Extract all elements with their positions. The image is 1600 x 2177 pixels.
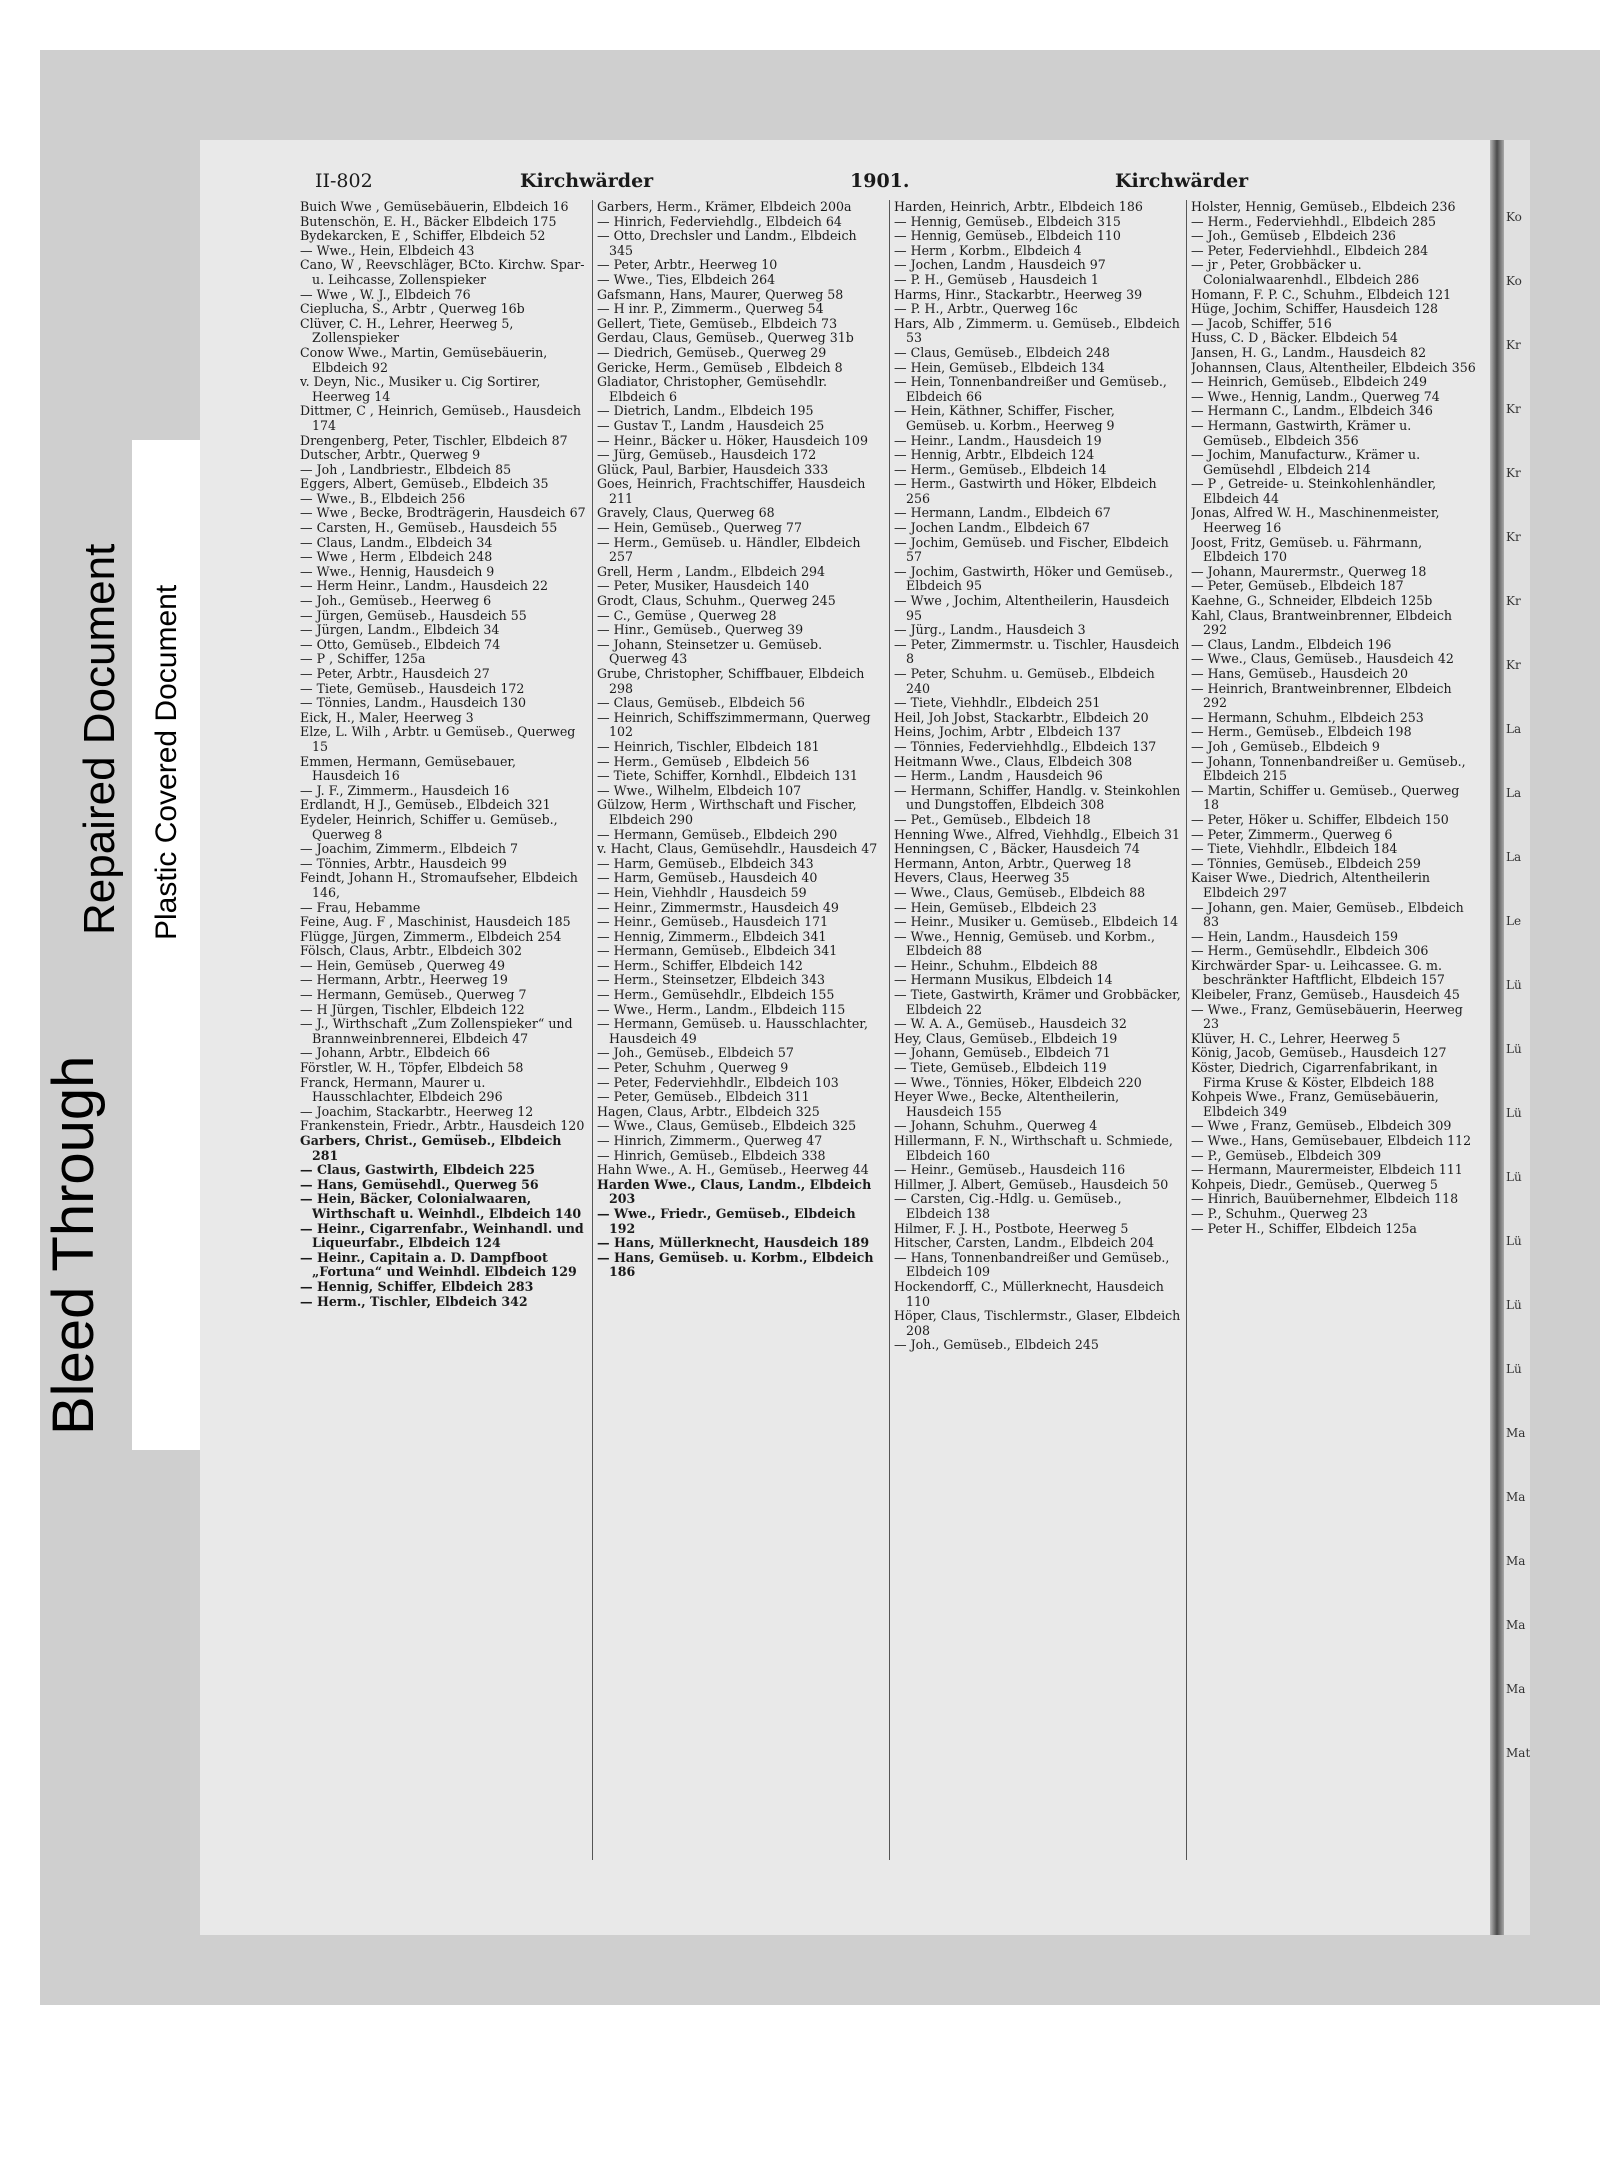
facing-page-fragment: Le (1506, 914, 1522, 928)
directory-entry: — Herm , Korbm., Elbdeich 4 (894, 242, 1082, 258)
directory-entry: — Herm., Gastwirth und Höker, Elbdeich 256 (894, 476, 1157, 506)
directory-entry: — Wwe , W. J., Elbdeich 76 (300, 286, 471, 302)
directory-entry: — Herm., Gemüsehdlr., Elbdeich 155 (597, 987, 835, 1003)
page-number: II-802 (315, 170, 373, 192)
directory-entry: Hüge, Jochim, Schiffer, Hausdeich 128 (1191, 301, 1439, 317)
directory-entry: — Heinr., Cigarrenfabr., Weinhandl. und Liqueurfabr., Elbdeich 124 (300, 1220, 584, 1251)
directory-entry: — Johann, Arbtr., Elbdeich 66 (300, 1045, 490, 1061)
facing-page-fragment: Kr (1506, 338, 1521, 352)
directory-entry: — Hermann, Gastwirth, Krämer u. Gemüseb., Elbdeich 356 (1191, 417, 1412, 448)
directory-entry: — Hans, Gemüseb. u. Korbm., Elbdeich 186 (597, 1249, 874, 1280)
directory-entry: — Hermann, Gemüseb., Elbdeich 341 (597, 943, 838, 959)
directory-entry: Hevers, Claus, Heerweg 35 (894, 870, 1070, 886)
directory-entry: Kahl, Claus, Brantweinbrenner, Elbdeich 292 (1191, 607, 1452, 638)
directory-entry: — Hein, Gemüseb., Elbdeich 134 (894, 359, 1105, 375)
facing-page-fragment: Lü (1506, 1106, 1522, 1120)
directory-entry: — Hermann, Gemüseb., Querweg 7 (300, 987, 527, 1003)
directory-entry: — Johann, Gemüseb., Elbdeich 71 (894, 1045, 1111, 1061)
directory-entry: Hitscher, Carsten, Landm., Elbdeich 204 (894, 1235, 1155, 1251)
directory-entry: — Tiete, Gastwirth, Krämer und Grobbäcker, Elbdeich 22 (894, 987, 1181, 1017)
directory-entry: Eggers, Albert, Gemüseb., Elbdeich 35 (300, 476, 549, 492)
directory-entry: Eydeler, Heinrich, Schiffer u. Gemüseb., Querweg 8 (300, 811, 558, 842)
facing-page-fragment: Kr (1506, 530, 1521, 544)
directory-entry: — Harm, Gemüseb., Elbdeich 343 (597, 855, 814, 871)
directory-entry: Hilmer, F. J. H., Postbote, Heerweg 5 (894, 1220, 1129, 1236)
facing-page-fragment: Kr (1506, 658, 1521, 672)
directory-entry: — Hennig, Gemüseb., Elbdeich 110 (894, 228, 1121, 244)
directory-entry: — Peter, Zimmermstr. u. Tischler, Hausdeich 8 (894, 636, 1180, 667)
directory-entry: — Heinr., Gemüseb., Hausdeich 171 (597, 914, 829, 930)
directory-entry: — Peter, Musiker, Hausdeich 140 (597, 578, 810, 594)
directory-entry: Kaehne, G., Schneider, Elbdeich 125b (1191, 593, 1433, 609)
directory-entry: — Wwe., Claus, Gemüseb., Hausdeich 42 (1191, 651, 1454, 667)
directory-entry: — Heinr., Gemüseb., Hausdeich 116 (894, 1162, 1126, 1178)
directory-entry: Grell, Herm , Landm., Elbdeich 294 (597, 563, 826, 579)
directory-entry: — Hinrich, Zimmerm., Querweg 47 (597, 1133, 823, 1148)
directory-entry: Feine, Aug. F , Maschinist, Hausdeich 185 (300, 914, 571, 930)
directory-entry: — Jochim, Gemüseb. und Fischer, Elbdeich 57 (894, 534, 1169, 565)
directory-entry: Gericke, Herm., Gemüseb , Elbdeich 8 (597, 359, 843, 375)
directory-entry: Franck, Hermann, Maurer u. Hausschlachter, Elbdeich 296 (300, 1074, 503, 1105)
directory-entry: — Joh., Gemüseb., Heerweg 6 (300, 593, 492, 609)
directory-entry: Henningsen, C , Bäcker, Hausdeich 74 (894, 841, 1140, 857)
directory-entry: Hermann, Anton, Arbtr., Querweg 18 (894, 855, 1132, 871)
directory-entry: Gerdau, Claus, Gemüseb., Querweg 31b (597, 330, 854, 346)
directory-entry: — Jürgen, Landm., Elbdeich 34 (300, 622, 500, 638)
header-year: 1901. (850, 170, 910, 192)
directory-entry: Flügge, Jürgen, Zimmerm., Elbdeich 254 (300, 928, 562, 944)
directory-entry: — Claus, Landm., Elbdeich 196 (1191, 636, 1392, 652)
directory-entry: — Joachim, Zimmerm., Elbdeich 7 (300, 841, 518, 857)
directory-entry: Feindt, Johann H., Stromaufseher, Elbdeich 146, (300, 870, 578, 900)
directory-entry: — Wwe , Herm , Elbdeich 248 (300, 549, 493, 565)
directory-entry: — Jochim, Gastwirth, Höker und Gemüseb., Elbdeich 95 (894, 563, 1173, 594)
directory-entry: — Hermann, Gemüseb. u. Hausschlachter, Hausdeich 49 (597, 1016, 868, 1046)
facing-page-fragment: Lü (1506, 1298, 1522, 1312)
directory-entry: — Heinr., Bäcker u. Höker, Hausdeich 109 (597, 432, 868, 448)
directory-entry: — Herm., Landm , Hausdeich 96 (894, 768, 1103, 784)
directory-entry: Hockendorff, C., Müllerknecht, Hausdeich 110 (894, 1278, 1164, 1309)
facing-page-fragment: Kr (1506, 594, 1521, 608)
directory-entry: — Wwe , Franz, Gemüseb., Elbdeich 309 (1191, 1118, 1452, 1134)
directory-entry: — Hermann Musikus, Elbdeich 14 (894, 972, 1113, 988)
directory-entry: König, Jacob, Gemüseb., Hausdeich 127 (1191, 1045, 1447, 1061)
directory-entry: — Hinr., Gemüseb., Querweg 39 (597, 622, 804, 638)
directory-entry: — Otto, Drechsler und Landm., Elbdeich 345 (597, 228, 857, 258)
directory-entry: Gravely, Claus, Querweg 68 (597, 505, 775, 521)
directory-entry: — Otto, Gemüseb., Elbdeich 74 (300, 636, 501, 652)
directory-entry: Kleibeler, Franz, Gemüseb., Hausdeich 45 (1191, 987, 1460, 1003)
directory-entry: — Carsten, Cig.-Hdlg. u. Gemüseb., Elbdeich 138 (894, 1191, 1122, 1221)
facing-page-fragment: Lü (1506, 1042, 1522, 1056)
directory-entry: — Hein, Gemüseb , Querweg 49 (300, 957, 505, 973)
directory-entry: — Hermann, Arbtr., Heerweg 19 (300, 972, 508, 988)
directory-entry: Eick, H., Maler, Heerweg 3 (300, 709, 474, 725)
directory-entry: — Johann, Tonnenbandreißer u. Gemüseb., Elbdeich 215 (1191, 753, 1466, 784)
directory-entry: — Peter, Zimmerm., Querweg 6 (1191, 826, 1393, 842)
facing-page-fragment: Mat (1506, 1746, 1530, 1760)
directory-entry: — Peter, Höker u. Schiffer, Elbdeich 150 (1191, 811, 1449, 827)
directory-entry: — Diedrich, Gemüseb., Querweg 29 (597, 344, 827, 360)
directory-entry: — Herm., Gemüseb , Elbdeich 56 (597, 753, 810, 769)
directory-entry: — Wwe., Tönnies, Höker, Elbdeich 220 (894, 1074, 1142, 1090)
directory-entry: Glück, Paul, Barbier, Hausdeich 333 (597, 461, 829, 477)
directory-entry: Hahn Wwe., A. H., Gemüseb., Heerweg 44 (597, 1162, 869, 1178)
directory-entry: — Heinr., Zimmermstr., Hausdeich 49 (597, 899, 839, 915)
directory-entry: — Hermann, Schuhm., Elbdeich 253 (1191, 709, 1424, 725)
directory-entry: — Harm, Gemüseb., Hausdeich 40 (597, 870, 818, 886)
directory-entry: — Herm., Gemüsehdlr., Elbdeich 306 (1191, 943, 1429, 959)
directory-entry: — Pet., Gemüseb., Elbdeich 18 (894, 811, 1091, 827)
directory-entry: Heitmann Wwe., Claus, Elbdeich 308 (894, 753, 1133, 769)
directory-entry: — Hinrich, Bauübernehmer, Elbdeich 118 (1191, 1191, 1459, 1207)
directory-entry: — H inr. P., Zimmerm., Querweg 54 (597, 301, 824, 317)
directory-entry: — Hinrich, Gemüseb., Elbdeich 338 (597, 1147, 826, 1163)
directory-entry: — Wwe., Friedr., Gemüseb., Elbdeich 192 (597, 1205, 856, 1236)
directory-entry: — Johann, Steinsetzer u. Gemüseb. Querweg 43 (597, 636, 823, 667)
directory-entry: Förstler, W. H., Töpfer, Elbdeich 58 (300, 1060, 524, 1076)
directory-entry: Elze, L. Wilh , Arbtr. u Gemüseb., Querweg 15 (300, 724, 576, 754)
facing-page-fragment: Lü (1506, 1362, 1522, 1376)
facing-page-fragment: Ma (1506, 1618, 1526, 1632)
directory-entry: Homann, F. P. C., Schuhm., Elbdeich 121 (1191, 286, 1452, 302)
facing-page-fragment: La (1506, 850, 1522, 864)
directory-entry: Heins, Jochim, Arbtr , Elbdeich 137 (894, 724, 1122, 740)
directory-entry: Garbers, Herm., Krämer, Elbdeich 200a (597, 200, 852, 214)
directory-entry: Kohpeis Wwe., Franz, Gemüsebäuerin, Elbdeich 349 (1191, 1089, 1439, 1119)
directory-entry: — Herm., Gemüseb. u. Händler, Elbdeich 257 (597, 534, 861, 565)
directory-entry: — Joh , Gemüseb., Elbdeich 9 (1191, 738, 1380, 754)
facing-page-fragment: Ko (1506, 274, 1522, 288)
directory-entry: — Joachim, Stackarbtr., Heerweg 12 (300, 1103, 534, 1119)
directory-entry: — Herm., Federviehhdl., Elbdeich 285 (1191, 213, 1436, 229)
column-divider (592, 200, 593, 1860)
directory-entry: Garbers, Christ., Gemüseb., Elbdeich 281 (300, 1133, 562, 1163)
directory-entry: — Heinr., Schuhm., Elbdeich 88 (894, 957, 1098, 973)
directory-entry: — Wwe., Wilhelm, Elbdeich 107 (597, 782, 802, 798)
directory-page (200, 140, 1490, 1935)
directory-entry: — Hein, Landm., Hausdeich 159 (1191, 928, 1398, 944)
directory-entry: — P , Getreide- u. Steinkohlenhändler, Elbdeich 44 (1191, 476, 1437, 506)
directory-entry: — W. A. A., Gemüseb., Hausdeich 32 (894, 1016, 1127, 1032)
directory-entry: — Wwe., Hennig, Landm., Querweg 74 (1191, 388, 1440, 404)
directory-entry: Höper, Claus, Tischlermstr., Glaser, Elbdeich 208 (894, 1308, 1181, 1338)
directory-entry: Erdlandt, H J., Gemüseb., Elbdeich 321 (300, 797, 551, 813)
facing-page-fragment: Ma (1506, 1554, 1526, 1568)
directory-entry: Butenschön, E. H., Bäcker Elbdeich 175 (300, 213, 557, 229)
directory-entry: — Heinrich, Schiffszimmermann, Querweg 102 (597, 709, 871, 740)
directory-entry: Hey, Claus, Gemüseb., Elbdeich 19 (894, 1030, 1118, 1046)
directory-entry: Harden Wwe., Claus, Landm., Elbdeich 203 (597, 1176, 872, 1207)
directory-entry: v. Deyn, Nic., Musiker u. Cig Sortirer, Heerweg 14 (300, 374, 541, 404)
directory-entry: Conow Wwe., Martin, Gemüsebäuerin, Elbdeich 92 (300, 344, 548, 375)
column-divider (889, 200, 890, 1860)
directory-entry: Hars, Alb , Zimmerm. u. Gemüseb., Elbdeich 53 (894, 315, 1180, 346)
directory-entry: — Johann, Schuhm., Querweg 4 (894, 1118, 1098, 1134)
directory-entry: — Peter, Arbtr., Hausdeich 27 (300, 666, 490, 681)
plastic-covered-label: Plastic Covered Document (150, 584, 183, 940)
page-header (200, 170, 1490, 198)
directory-entry: — Hermann, Maurermeister, Elbdeich 111 (1191, 1162, 1463, 1178)
directory-entry: — Peter, Federviehhdl., Elbdeich 284 (1191, 242, 1429, 258)
directory-entry: — Gustav T., Landm , Hausdeich 25 (597, 417, 825, 433)
directory-entry: — Martin, Schiffer u. Gemüseb., Querweg 18 (1191, 782, 1460, 813)
directory-entry: — J. F., Zimmerm., Hausdeich 16 (300, 782, 510, 798)
facing-page-fragment: La (1506, 722, 1522, 736)
directory-entry: — Hein, Tonnenbandreißer und Gemüseb., Elbdeich 66 (894, 374, 1167, 404)
directory-entry: — Tiete, Viehhdlr., Elbdeich 251 (894, 695, 1101, 711)
directory-entry: — Herm., Steinsetzer, Elbdeich 343 (597, 972, 826, 988)
directory-entry: — jr , Peter, Grobbäcker u. Colonialwaarenhdl., Elbdeich 286 (1191, 257, 1420, 287)
directory-entry: Harden, Heinrich, Arbtr., Elbdeich 186 (894, 200, 1143, 214)
facing-page-fragment: Ko (1506, 210, 1522, 224)
directory-entry: — Wwe., Hennig, Gemüseb. und Korbm., Elbdeich 88 (894, 928, 1156, 959)
directory-entry: Heil, Joh Jobst, Stackarbtr., Elbdeich 20 (894, 709, 1149, 725)
directory-entry: — Claus, Gastwirth, Elbdeich 225 (300, 1162, 536, 1178)
directory-entry: Holster, Hennig, Gemüseb., Elbdeich 236 (1191, 200, 1456, 214)
directory-entry: — Hennig, Zimmerm., Elbdeich 341 (597, 928, 827, 944)
directory-entry: — Frau, Hebamme (300, 899, 421, 915)
directory-entry: Henning Wwe., Alfred, Viehhdlg., Elbeich 31 (894, 826, 1181, 842)
directory-entry: — J., Wirthschaft „Zum Zollenspieker“ und Brannweinbrennerei, Elbdeich 47 (300, 1016, 573, 1046)
directory-entry: — Joh , Landbriestr., Elbdeich 85 (300, 461, 512, 477)
directory-entry: — Jacob, Schiffer, 516 (1191, 315, 1332, 331)
directory-entry: — Hermann, Schiffer, Handlg. v. Steinkohlen und Dungstoffen, Elbdeich 308 (894, 782, 1181, 813)
directory-entry: Goes, Heinrich, Frachtschiffer, Hausdeich 211 (597, 476, 866, 506)
directory-entry: — Tönnies, Landm., Hausdeich 130 (300, 695, 527, 711)
directory-entry: — Hennig, Schiffer, Elbdeich 283 (300, 1278, 534, 1294)
directory-entry: — Wwe., Ties, Elbdeich 264 (597, 271, 776, 287)
directory-entry: Joost, Fritz, Gemüseb. u. Fährmann, Elbdeich 170 (1191, 534, 1423, 565)
directory-entry: — Wwe., Hennig, Hausdeich 9 (300, 563, 495, 579)
directory-entry: Hillmer, J. Albert, Gemüseb., Hausdeich 50 (894, 1176, 1169, 1192)
directory-entry: — Wwe., Hein, Elbdeich 43 (300, 242, 475, 258)
directory-entry: Harms, Hinr., Stackarbtr., Heerweg 39 (894, 286, 1143, 302)
directory-entry: Köster, Diedrich, Cigarrenfabrikant, in Firma Kruse & Köster, Elbdeich 188 (1191, 1060, 1438, 1090)
directory-entry: — Jochim, Manufacturw., Krämer u. Gemüsehdl , Elbdeich 214 (1191, 447, 1421, 477)
directory-entry: — Hermann, Landm., Elbdeich 67 (894, 505, 1111, 521)
directory-entry: — Carsten, H., Gemüseb., Hausdeich 55 (300, 520, 558, 536)
directory-entry: — Johann, Maurermstr., Querweg 18 (1191, 563, 1427, 579)
directory-entry: — Tiete, Gemüseb., Elbdeich 119 (894, 1060, 1107, 1076)
column-divider (1186, 200, 1187, 1860)
repaired-document-label: Repaired Document (75, 543, 124, 935)
directory-entry: — Wwe., Franz, Gemüsebäuerin, Heerweg 23 (1191, 1001, 1463, 1032)
directory-entry: — Hans, Tonnenbandreißer und Gemüseb., Elbdeich 109 (894, 1249, 1170, 1280)
directory-column-3 (894, 200, 1181, 1890)
directory-entry: — Heinrich, Tischler, Elbdeich 181 (597, 738, 820, 754)
directory-entry: v. Hacht, Claus, Gemüsehdlr., Hausdeich 47 (597, 841, 878, 857)
header-left-title: Kirchwärder (520, 170, 654, 192)
directory-entry: — Wwe., Claus, Gemüseb., Elbdeich 325 (597, 1118, 857, 1134)
directory-entry: — Hermann, Gemüseb., Elbdeich 290 (597, 826, 838, 842)
directory-column-1 (300, 200, 587, 1890)
directory-entry: — Johann, gen. Maier, Gemüseb., Elbdeich 83 (1191, 899, 1464, 930)
directory-entry: Johannsen, Claus, Altentheiler, Elbdeich 356 (1191, 359, 1476, 375)
directory-entry: — Jochen, Landm , Hausdeich 97 (894, 257, 1106, 273)
directory-entry: — Wwe., Hans, Gemüsebauer, Elbdeich 112 (1191, 1133, 1472, 1148)
directory-entry: — Wwe., Herm., Landm., Elbdeich 115 (597, 1001, 846, 1017)
directory-entry: — C., Gemüse , Querweg 28 (597, 607, 777, 623)
directory-entry: — Wwe., Claus, Gemüseb., Elbdeich 88 (894, 884, 1146, 900)
directory-entry: — P , Schiffer, 125a (300, 651, 426, 667)
directory-entry: — P., Gemüseb., Elbdeich 309 (1191, 1147, 1382, 1163)
directory-entry: — Joh., Gemüseb., Elbdeich 245 (894, 1337, 1099, 1353)
directory-column-4 (1191, 200, 1478, 1890)
directory-entry: Bydekarcken, E , Schiffer, Elbdeich 52 (300, 228, 546, 244)
directory-entry: — Tiete, Viehhdlr., Elbdeich 184 (1191, 841, 1398, 857)
directory-entry: Fölsch, Claus, Arbtr., Elbdeich 302 (300, 943, 522, 959)
directory-entry: Gülzow, Herm , Wirthschaft und Fischer, Elbdeich 290 (597, 797, 857, 827)
directory-entry: — Herm., Gemüseb., Elbdeich 14 (894, 461, 1107, 477)
directory-entry: Dittmer, C , Heinrich, Gemüseb., Hausdeich 174 (300, 403, 582, 433)
directory-entry: — Peter, Schuhm , Querweg 9 (597, 1060, 789, 1076)
book-spread (200, 140, 1530, 1935)
directory-entry: Cieplucha, S., Arbtr , Querweg 16b (300, 301, 525, 317)
directory-entry: — Herm., Tischler, Elbdeich 342 (300, 1293, 528, 1309)
directory-entry: Kirchwärder Spar- u. Leihcassee. G. m. beschränkter Haftflicht, Elbdeich 157 (1191, 957, 1445, 988)
directory-entry: — Jürgen, Gemüseb., Hausdeich 55 (300, 607, 527, 623)
directory-entry: — Hans, Gemüsehdl., Querweg 56 (300, 1176, 539, 1192)
directory-entry: — Jürg, Gemüseb., Hausdeich 172 (597, 447, 817, 463)
directory-entry: — Tönnies, Gemüseb., Elbdeich 259 (1191, 855, 1421, 871)
directory-entry: — Herm Heinr., Landm., Hausdeich 22 (300, 578, 549, 594)
directory-entry: — P., Schuhm., Querweg 23 (1191, 1205, 1368, 1221)
facing-page-fragment: Ma (1506, 1490, 1526, 1504)
facing-page-fragment: Lü (1506, 1234, 1522, 1248)
directory-entry: Kaiser Wwe., Diedrich, Altentheilerin Elbdeich 297 (1191, 870, 1430, 900)
directory-entry: Huss, C. D , Bäcker. Elbdeich 54 (1191, 330, 1398, 346)
directory-entry: — Herm., Gemüseb., Elbdeich 198 (1191, 724, 1412, 740)
directory-entry: — Heinrich, Gemüseb., Elbdeich 249 (1191, 374, 1427, 390)
directory-entry: — Peter, Arbtr., Heerweg 10 (597, 257, 778, 273)
facing-page-fragment: Lü (1506, 978, 1522, 992)
directory-entry: Jansen, H. G., Landm., Hausdeich 82 (1191, 344, 1427, 360)
directory-entry: Klüver, H. C., Lehrer, Heerweg 5 (1191, 1030, 1401, 1046)
book-spine (1490, 140, 1504, 1935)
directory-entry: — Wwe , Becke, Brodträgerin, Hausdeich 67 (300, 505, 586, 521)
directory-entry: — Jürg., Landm., Hausdeich 3 (894, 622, 1086, 638)
directory-entry: — Jochen Landm., Elbdeich 67 (894, 520, 1090, 536)
directory-entry: — Heinr., Landm., Hausdeich 19 (894, 432, 1102, 448)
directory-entry: — Peter, Federviehhdlr., Elbdeich 103 (597, 1074, 839, 1090)
directory-entry: Hagen, Claus, Arbtr., Elbdeich 325 (597, 1103, 820, 1119)
directory-entry: — Hein, Käthner, Schiffer, Fischer, Gemüseb. u. Korbm., Heerweg 9 (894, 403, 1115, 433)
directory-entry: — Heinr., Capitain a. D. Dampfboot „Fortuna“ und Weinhdl. Elbdeich 129 (300, 1249, 577, 1280)
directory-entry: — Peter, Schuhm. u. Gemüseb., Elbdeich 240 (894, 666, 1155, 696)
directory-entry: Drengenberg, Peter, Tischler, Elbdeich 87 (300, 432, 568, 448)
facing-page-fragment: Kr (1506, 402, 1521, 416)
directory-entry: Grube, Christopher, Schiffbauer, Elbdeich 298 (597, 666, 865, 696)
directory-entry: — Peter H., Schiffer, Elbdeich 125a (1191, 1220, 1417, 1236)
directory-entry: — Claus, Gemüseb., Elbdeich 56 (597, 695, 805, 711)
directory-entry: — Dietrich, Landm., Elbdeich 195 (597, 403, 814, 419)
directory-entry: — Claus, Landm., Elbdeich 34 (300, 534, 493, 550)
directory-entry: — Peter, Gemüseb., Elbdeich 311 (597, 1089, 810, 1105)
facing-page-fragment: Ma (1506, 1682, 1526, 1696)
facing-page-fragment: La (1506, 786, 1522, 800)
directory-entry: Frankenstein, Friedr., Arbtr., Hausdeich 120 (300, 1118, 585, 1134)
directory-entry: — P. H., Arbtr., Querweg 16c (894, 301, 1078, 317)
directory-entry: Hillermann, F. N., Wirthschaft u. Schmiede, Elbdeich 160 (894, 1133, 1173, 1163)
facing-page-fragment: Lü (1506, 1170, 1522, 1184)
directory-entry: — Tiete, Gemüseb., Hausdeich 172 (300, 680, 525, 696)
facing-page-fragment: Ma (1506, 1426, 1526, 1440)
directory-entry: Dutscher, Arbtr., Querweg 9 (300, 447, 481, 463)
directory-entry: — Heinrich, Brantweinbrenner, Elbdeich 292 (1191, 680, 1452, 711)
facing-page-fragment: Kr (1506, 466, 1521, 480)
directory-entry: — Hinrich, Federviehdlg., Elbdeich 64 (597, 213, 842, 229)
directory-entry: — Wwe., B., Elbdeich 256 (300, 490, 466, 506)
bleed-through-label: Bleed Through (41, 1055, 106, 1435)
directory-entry: Cano, W , Reevschläger, BCto. Kirchw. Spar- u. Leihcasse, Zollenspieker (300, 257, 585, 287)
directory-entry: — Hennig, Arbtr., Elbdeich 124 (894, 447, 1095, 463)
directory-entry: — Hein, Gemüseb., Querweg 77 (597, 520, 802, 536)
directory-entry: — Hein, Viehhdlr , Hausdeich 59 (597, 884, 807, 900)
directory-entry: — Heinr., Musiker u. Gemüseb., Elbdeich 14 (894, 914, 1179, 930)
header-right-title: Kirchwärder (1115, 170, 1249, 192)
directory-entry: — Tönnies, Arbtr., Hausdeich 99 (300, 855, 507, 871)
directory-entry: — Herm., Schiffer, Elbdeich 142 (597, 957, 803, 973)
directory-entry: Gafsmann, Hans, Maurer, Querweg 58 (597, 286, 844, 302)
directory-entry: Grodt, Claus, Schuhm., Querweg 245 (597, 593, 836, 609)
directory-entry: Heyer Wwe., Becke, Altentheilerin, Hausdeich 155 (894, 1089, 1120, 1119)
directory-entry: — Tönnies, Federviehhdlg., Elbdeich 137 (894, 738, 1157, 754)
directory-entry: — Hennig, Gemüseb., Elbdeich 315 (894, 213, 1121, 229)
directory-entry: — Hermann C., Landm., Elbdeich 346 (1191, 403, 1433, 419)
directory-entry: Buich Wwe , Gemüsebäuerin, Elbdeich 16 (300, 200, 569, 214)
directory-entry: Kohpeis, Diedr., Gemüseb., Querweg 5 (1191, 1176, 1438, 1192)
directory-entry: Emmen, Hermann, Gemüsebauer, Hausdeich 16 (300, 753, 517, 784)
directory-entry: — Tiete, Schiffer, Kornhdl., Elbdeich 131 (597, 768, 858, 784)
directory-entry: — Claus, Gemüseb., Elbdeich 248 (894, 344, 1110, 360)
directory-entry: Jonas, Alfred W. H., Maschinenmeister, Heerweg 16 (1191, 505, 1440, 536)
directory-entry: — Hans, Müllerknecht, Hausdeich 189 (597, 1235, 870, 1251)
directory-entry: — H Jürgen, Tischler, Elbdeich 122 (300, 1001, 525, 1017)
directory-entry: — Joh., Gemüseb., Elbdeich 57 (597, 1045, 794, 1061)
directory-entry: — P. H., Gemüseb , Hausdeich 1 (894, 271, 1099, 287)
directory-column-2 (597, 200, 884, 1890)
directory-entry: — Hans, Gemüseb., Hausdeich 20 (1191, 666, 1409, 681)
directory-entry: — Peter, Gemüseb., Elbdeich 187 (1191, 578, 1404, 594)
directory-entry: — Hein, Bäcker, Colonialwaaren, Wirthschaft u. Weinhdl., Elbdeich 140 (300, 1191, 582, 1221)
directory-entry: Clüver, C. H., Lehrer, Heerweg 5, Zollenspieker (300, 315, 514, 346)
directory-entry: — Hein, Gemüseb., Elbdeich 23 (894, 899, 1097, 915)
directory-entry: — Joh., Gemüseb , Elbdeich 236 (1191, 228, 1396, 244)
directory-entry: Gellert, Tiete, Gemüseb., Elbdeich 73 (597, 315, 838, 331)
directory-entry: — Wwe , Jochim, Altentheilerin, Hausdeich 95 (894, 593, 1170, 623)
facing-page-edge (1504, 140, 1530, 1935)
directory-entry: Gladiator, Christopher, Gemüsehdlr. Elbdeich 6 (597, 374, 827, 404)
